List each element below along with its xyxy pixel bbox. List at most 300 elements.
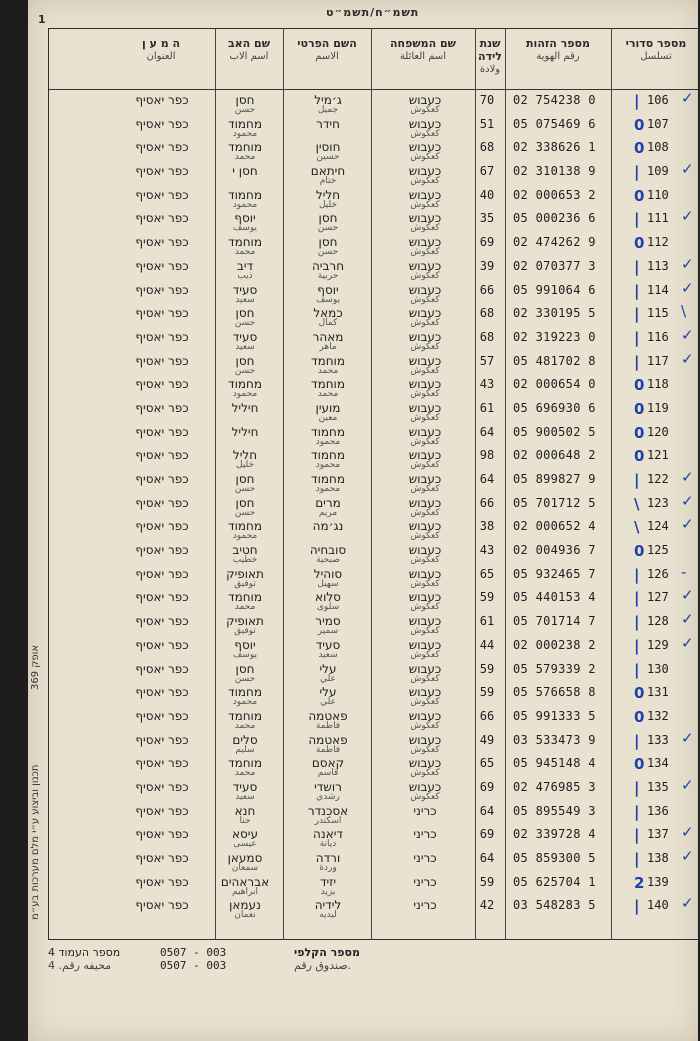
id-number-cell: 05 991333 5 xyxy=(513,708,596,723)
family-name-cell: כעבוש كعكوش xyxy=(408,93,442,115)
serial-cell: 126 xyxy=(647,566,669,581)
birth-year-cell: 51 xyxy=(479,116,495,131)
father-name-cell: סעיד سعيد xyxy=(232,282,258,305)
id-number-cell: 05 859300 5 xyxy=(513,851,596,865)
birth-year-cell: 64 xyxy=(479,472,495,486)
volume-number: 0507 - 003 xyxy=(160,946,227,959)
address-cell: כפר יאסיף xyxy=(135,116,189,131)
father-name-cell: חטיב خطيب xyxy=(232,543,258,566)
serial-cell: 121 xyxy=(647,448,669,463)
birth-year-cell: 98 xyxy=(479,448,495,463)
table-row xyxy=(49,562,699,589)
handwritten-mark: 0 xyxy=(634,376,645,395)
id-number-cell: 05 991064 6 xyxy=(513,282,596,297)
table-row xyxy=(49,588,699,612)
address-cell: כפר יאסיף xyxy=(135,543,189,558)
check-mark-icon: ✓ xyxy=(681,515,694,534)
father-name-cell: חסן حسن xyxy=(234,353,256,376)
first-name-cell: חיתאם ختام xyxy=(310,164,346,187)
serial-cell: 128 xyxy=(647,614,669,629)
birth-year-cell: 35 xyxy=(479,211,495,226)
serial-cell: 122 xyxy=(647,472,669,486)
serial-cell: 130 xyxy=(647,661,669,676)
father-name-cell: חסן حسن xyxy=(234,495,256,518)
col-address-header: ה מ ע ן العنوان xyxy=(141,37,181,62)
address-cell: כפר יאסיף xyxy=(135,495,189,510)
id-number-cell: 05 075469 6 xyxy=(513,116,596,131)
serial-cell: 136 xyxy=(647,803,669,818)
address-cell: כפר יאסיף xyxy=(135,235,189,250)
id-number-cell: 05 000236 6 xyxy=(513,211,596,226)
id-number-cell: 02 338626 1 xyxy=(513,140,596,155)
father-name-cell: אבראהים ابراهيم xyxy=(220,874,270,897)
first-name-cell: סלוא سلوى xyxy=(315,590,341,613)
first-name-cell: חסן حسن xyxy=(317,211,339,234)
table-row xyxy=(49,278,699,305)
father-name-cell: מוחמד محمد xyxy=(228,708,262,731)
check-mark-icon: \ xyxy=(681,302,687,321)
id-number-cell: 02 474262 9 xyxy=(513,235,596,250)
id-number-cell: 02 476985 3 xyxy=(513,779,596,794)
serial-cell: 132 xyxy=(647,708,669,723)
serial-cell: 125 xyxy=(647,543,669,558)
father-name-cell: מחמוד محمود xyxy=(228,187,262,210)
first-name-cell: מוחמד محمد xyxy=(311,353,345,376)
address-cell: כפר יאסיף xyxy=(135,566,189,581)
address-cell: כפר יאסיף xyxy=(135,258,189,273)
family-name-cell: כעבוש كعكوش xyxy=(408,164,442,187)
col-birth-year-header: שנת לידה ولادة xyxy=(478,37,502,75)
address-cell: כפר יאסיף xyxy=(135,424,189,439)
father-name-cell: יוסף يوسف xyxy=(232,637,257,660)
father-name-cell: תאופיק توفيق xyxy=(226,566,264,589)
family-name-cell: כעבוש كعكوش xyxy=(408,519,442,542)
father-name-cell: חסן י xyxy=(232,164,258,179)
table-row xyxy=(49,683,699,707)
table-row xyxy=(49,91,699,115)
father-name-cell: חנא حنا xyxy=(234,803,256,826)
serial-cell: 109 xyxy=(647,164,669,179)
first-name-cell: חוסין حسين xyxy=(315,140,341,163)
id-number-cell: 02 000653 2 xyxy=(513,187,596,202)
handwritten-mark: 0 xyxy=(634,234,645,253)
first-name-cell: ג׳מיל جميل xyxy=(314,93,342,115)
handwritten-mark: | xyxy=(634,92,640,110)
birth-year-cell: 61 xyxy=(479,400,495,415)
col-family-name-header: שם המשפחה اسم العائلة xyxy=(389,37,457,62)
address-cell: כפר יאסיף xyxy=(135,614,189,629)
side-text-2: תכנון וביצוע ע״י מלם מערכות בע״מ xyxy=(30,764,41,920)
check-mark-icon: ✓ xyxy=(681,278,694,297)
first-name-cell: מאהר ماهر xyxy=(312,329,344,352)
first-name-cell: חרביה حربية xyxy=(311,258,345,281)
father-name-cell: מוחמד محمد xyxy=(228,235,262,258)
id-number-cell: 02 319223 0 xyxy=(513,329,596,344)
address-cell: כפר יאסיף xyxy=(135,448,189,463)
col-first-name-header: השם הפרטי الاسم xyxy=(297,37,357,62)
family-name-cell: כעבוש كعكوش xyxy=(408,258,442,281)
handwritten-mark: 0 xyxy=(634,115,645,134)
serial-cell: 140 xyxy=(647,898,669,913)
first-name-cell: לידיה ليديه xyxy=(314,898,342,921)
table-row xyxy=(49,517,699,541)
serial-cell: 133 xyxy=(647,732,669,747)
handwritten-mark: 0 xyxy=(634,447,645,466)
birth-year-cell: 43 xyxy=(479,543,495,558)
page-footer xyxy=(48,946,700,986)
first-name-cell: נג׳מה xyxy=(312,519,344,534)
table-row xyxy=(49,209,699,233)
handwritten-mark: 0 xyxy=(634,139,645,158)
table-row xyxy=(49,233,699,257)
first-name-cell: סעיד سعيد xyxy=(315,637,341,660)
birth-year-cell: 69 xyxy=(479,235,495,250)
address-cell: כפר יאסיף xyxy=(135,637,189,652)
id-number-cell: 02 339728 4 xyxy=(513,827,596,842)
check-mark-icon: ✓ xyxy=(681,728,694,747)
handwritten-mark: 0 xyxy=(634,399,645,418)
birth-year-cell: 68 xyxy=(479,140,495,155)
check-mark-icon: ✓ xyxy=(681,847,694,865)
serial-cell: 131 xyxy=(647,685,669,700)
birth-year-cell: 39 xyxy=(479,258,495,273)
family-name-cell: כעבוש كعكوش xyxy=(408,377,442,400)
handwritten-mark: | xyxy=(634,328,640,347)
father-name-cell: דיב ذيب xyxy=(236,258,254,281)
first-name-cell: חידר xyxy=(316,116,340,131)
handwritten-mark: | xyxy=(634,305,640,324)
father-name-cell: סעיד سعيد xyxy=(232,329,258,352)
family-name-cell: כעבוש كعكوش xyxy=(408,661,442,684)
address-cell: כפר יאסיף xyxy=(135,756,189,771)
handwritten-mark: \ xyxy=(634,518,640,537)
family-name-cell: כעבוש كعكوش xyxy=(408,566,442,589)
table-row xyxy=(49,728,699,755)
family-name-cell: כריני xyxy=(413,827,437,842)
birth-year-cell: 49 xyxy=(479,732,495,747)
family-name-cell: כריני xyxy=(413,803,437,818)
side-margin-text xyxy=(26,600,46,980)
family-name-cell: כעבוש كعكوش xyxy=(408,306,442,329)
address-cell: כפר יאסיף xyxy=(135,779,189,794)
address-cell: כפר יאסיף xyxy=(135,306,189,321)
table-row xyxy=(49,896,699,920)
family-name-cell: כעבוש كعكوش xyxy=(408,543,442,566)
serial-cell: 111 xyxy=(647,211,669,226)
serial-cell: 112 xyxy=(647,235,669,250)
first-name-cell: עלי علي xyxy=(319,685,337,708)
address-cell: כפר יאסיף xyxy=(135,827,189,842)
address-cell: כפר יאסיף xyxy=(135,400,189,415)
serial-cell: 115 xyxy=(647,306,669,321)
table-row xyxy=(49,754,699,778)
birth-year-cell: 66 xyxy=(479,708,495,723)
birth-year-cell: 66 xyxy=(479,282,495,297)
first-name-cell: יוסף يوسف xyxy=(315,282,340,305)
birth-year-cell: 68 xyxy=(479,306,495,321)
handwritten-mark: | xyxy=(634,163,640,182)
birth-year-cell: 64 xyxy=(479,424,495,439)
page-number-label: מספר העמוד 4 xyxy=(48,946,121,959)
serial-cell: 135 xyxy=(647,779,669,794)
id-number-cell: 05 701714 7 xyxy=(513,614,596,629)
handwritten-mark: | xyxy=(634,802,640,821)
family-name-cell: כעבוש كعكوش xyxy=(408,448,442,471)
address-cell: כפר יאסיף xyxy=(135,590,189,605)
table-row xyxy=(49,349,699,376)
first-name-cell: יזיד يزيد xyxy=(319,874,337,897)
serial-cell: 124 xyxy=(647,519,669,534)
ballot-box-label: מספר הקלפי xyxy=(294,946,360,959)
id-number-cell: 03 533473 9 xyxy=(513,732,596,747)
father-name-cell: חיליל xyxy=(231,400,259,415)
birth-year-cell: 42 xyxy=(479,898,495,913)
handwritten-mark: | xyxy=(634,636,640,655)
serial-cell: 119 xyxy=(647,400,669,415)
family-name-cell: כעבוש كعكوش xyxy=(408,685,442,708)
header-divider xyxy=(49,89,699,90)
handwritten-mark: 0 xyxy=(634,542,645,561)
address-cell: כפר יאסיף xyxy=(135,353,189,368)
handwritten-mark: | xyxy=(634,210,640,229)
table-row xyxy=(49,873,699,897)
first-name-cell: אסכנדר اسكندر xyxy=(307,803,349,826)
check-mark-icon: ✓ xyxy=(681,254,694,273)
check-mark-icon: ✓ xyxy=(681,468,694,486)
handwritten-mark: | xyxy=(634,589,640,608)
handwritten-mark: | xyxy=(634,613,640,632)
table-row xyxy=(49,325,699,352)
handwritten-mark: | xyxy=(634,778,640,797)
ballot-box-label-ar: صندوق رقم. xyxy=(294,959,352,972)
father-name-cell: מחמוד محمود xyxy=(228,519,262,542)
serial-cell: 110 xyxy=(647,187,669,202)
table-row xyxy=(49,138,699,162)
father-name-cell: מוחמד محمد xyxy=(228,140,262,163)
id-number-cell: 05 900502 5 xyxy=(513,424,596,439)
family-name-cell: כעבוש كعكوش xyxy=(408,756,442,779)
serial-cell: 139 xyxy=(647,874,669,889)
address-cell: כפר יאסיף xyxy=(135,803,189,818)
family-name-cell: כעבוש كعكوش xyxy=(408,116,442,139)
handwritten-mark: | xyxy=(634,660,640,679)
volume-number-2: 0507 - 003 xyxy=(160,959,227,972)
father-name-cell: מחמוד محمود xyxy=(228,116,262,139)
serial-cell: 118 xyxy=(647,377,669,392)
table-row xyxy=(49,612,699,636)
first-name-cell: פאטמה فاطمة xyxy=(308,708,348,731)
handwritten-mark: | xyxy=(634,257,640,276)
id-number-cell: 02 070377 3 xyxy=(513,258,596,273)
serial-cell: 106 xyxy=(647,93,669,107)
id-number-cell: 02 310138 9 xyxy=(513,164,596,179)
check-mark-icon: ✓ xyxy=(681,160,694,179)
table-row xyxy=(49,115,699,139)
table-row xyxy=(49,470,699,494)
family-name-cell: כעבוש كعكوش xyxy=(408,329,442,352)
id-number-cell: 05 579339 2 xyxy=(513,661,596,676)
serial-cell: 137 xyxy=(647,827,669,842)
table-row xyxy=(49,633,699,660)
father-name-cell: חסן حسن xyxy=(234,306,256,329)
handwritten-mark: | xyxy=(634,897,640,916)
table-row xyxy=(49,491,699,518)
check-mark-icon: ✓ xyxy=(681,586,694,605)
check-mark-icon: ✓ xyxy=(681,610,694,629)
birth-year-cell: 40 xyxy=(479,187,495,202)
first-name-cell: פאטמה فاطمة xyxy=(308,732,348,755)
handwritten-mark: 0 xyxy=(634,684,645,703)
address-cell: כפר יאסיף xyxy=(135,140,189,155)
birth-year-cell: 68 xyxy=(479,329,495,344)
serial-cell: 129 xyxy=(647,637,669,652)
address-cell: כפר יאסיף xyxy=(135,282,189,297)
father-name-cell: מוחמד محمد xyxy=(228,756,262,779)
table-row xyxy=(49,775,699,802)
address-cell: כפר יאסיף xyxy=(135,211,189,226)
first-name-cell: מחמוד محمود xyxy=(311,424,345,447)
address-cell: כפר יאסיף xyxy=(135,164,189,179)
father-name-cell: חסן حسن xyxy=(234,93,256,115)
id-number-cell: 02 000654 0 xyxy=(513,377,596,392)
table-row xyxy=(49,304,699,328)
table-body xyxy=(49,91,699,920)
id-number-cell: 05 696930 6 xyxy=(513,400,596,415)
ledger-page xyxy=(28,0,698,1041)
voter-table xyxy=(48,28,700,940)
birth-year-cell: 65 xyxy=(479,566,495,581)
table-row xyxy=(49,186,699,210)
first-name-cell: מוחמד محمد xyxy=(311,377,345,400)
family-name-cell: כעבוש كعكوش xyxy=(408,400,442,423)
table-row xyxy=(49,399,699,423)
id-number-cell: 02 000648 2 xyxy=(513,448,596,463)
father-name-cell: תאופיק توفيق xyxy=(226,614,264,637)
handwritten-mark: | xyxy=(634,850,640,868)
handwritten-mark: \ xyxy=(634,494,640,513)
table-row xyxy=(49,541,699,565)
first-name-cell: רושדי رشدي xyxy=(314,779,342,802)
family-name-cell: כעבוש كعكوش xyxy=(408,590,442,613)
birth-year-cell: 69 xyxy=(479,779,495,794)
father-name-cell: סעיד سعيد xyxy=(232,779,258,802)
serial-cell: 117 xyxy=(647,353,669,368)
handwritten-mark: | xyxy=(634,565,640,584)
serial-cell: 113 xyxy=(647,258,669,273)
id-number-cell: 02 004936 7 xyxy=(513,543,596,558)
check-mark-icon: - xyxy=(681,562,687,581)
col-father-header: שם האב اسم الاب xyxy=(227,37,271,62)
table-row xyxy=(49,254,699,281)
address-cell: כפר יאסיף xyxy=(135,898,189,913)
family-name-cell: כריני xyxy=(413,851,437,865)
id-number-cell: 05 625704 1 xyxy=(513,874,596,889)
id-number-cell: 05 932465 7 xyxy=(513,566,596,581)
table-row xyxy=(49,707,699,731)
id-number-cell: 05 576658 8 xyxy=(513,685,596,700)
birth-year-cell: 64 xyxy=(479,803,495,818)
birth-year-cell: 64 xyxy=(479,851,495,865)
handwritten-mark: 0 xyxy=(634,707,645,726)
id-number-cell: 03 548283 5 xyxy=(513,898,596,913)
family-name-cell: כריני xyxy=(413,874,437,889)
handwritten-mark: 0 xyxy=(634,755,645,774)
table-row xyxy=(49,375,699,399)
father-name-cell: יוסף يوسف xyxy=(232,211,257,234)
address-cell: כפר יאסיף xyxy=(135,874,189,889)
check-mark-icon: ✓ xyxy=(681,823,694,842)
serial-cell: 116 xyxy=(647,329,669,344)
family-name-cell: כעבוש كعكوش xyxy=(408,637,442,660)
handwritten-mark: | xyxy=(634,352,640,371)
table-row xyxy=(49,849,699,873)
birth-year-cell: 59 xyxy=(479,590,495,605)
birth-year-cell: 59 xyxy=(479,661,495,676)
page-number-label-ar: محيفه رقم. 4 xyxy=(48,959,112,972)
birth-year-cell: 65 xyxy=(479,756,495,771)
family-name-cell: כעבוש كعكوش xyxy=(408,353,442,376)
father-name-cell: סלים سليم xyxy=(232,732,258,755)
birth-year-cell: 44 xyxy=(479,637,495,652)
birth-year-cell: 69 xyxy=(479,827,495,842)
serial-cell: 134 xyxy=(647,756,669,771)
address-cell: כפר יאסיף xyxy=(135,708,189,723)
first-name-cell: חליל خليل xyxy=(315,187,341,210)
first-name-cell: חסן حسن xyxy=(317,235,339,258)
father-name-cell: סמעאן سمعان xyxy=(227,851,263,873)
id-number-cell: 05 945148 4 xyxy=(513,756,596,771)
id-number-cell: 05 895549 3 xyxy=(513,803,596,818)
table-row xyxy=(49,446,699,470)
birth-year-cell: 59 xyxy=(479,685,495,700)
col-id-number-header: מספר הזהות رقم الهوية xyxy=(526,37,590,62)
first-name-cell: סמיר سمير xyxy=(315,614,341,637)
check-mark-icon: ✓ xyxy=(681,89,694,107)
serial-cell: 108 xyxy=(647,140,669,155)
serial-cell: 127 xyxy=(647,590,669,605)
header-date: תשמ״ח/תשמ״ט xyxy=(326,6,420,19)
serial-cell: 114 xyxy=(647,282,669,297)
address-cell: כפר יאסיף xyxy=(135,851,189,865)
table-row xyxy=(49,162,699,186)
address-cell: כפר יאסיף xyxy=(135,187,189,202)
address-cell: כפר יאסיף xyxy=(135,377,189,392)
table-row xyxy=(49,423,699,447)
address-cell: כפר יאסיף xyxy=(135,519,189,534)
father-name-cell: חסן حسن xyxy=(234,661,256,684)
family-name-cell: כעבוש كعكوش xyxy=(408,235,442,258)
id-number-cell: 02 754238 0 xyxy=(513,93,596,107)
serial-cell: 120 xyxy=(647,424,669,439)
family-name-cell: כעבוש كعكوش xyxy=(408,732,442,755)
father-name-cell: חסן حسن xyxy=(234,472,256,494)
handwritten-mark: 2 xyxy=(634,873,645,892)
address-cell: כפר יאסיף xyxy=(135,472,189,486)
first-name-cell: דיאנה ديانة xyxy=(313,827,343,850)
family-name-cell: כעבוש كعكوش xyxy=(408,140,442,163)
col-serial-header: מספר סדורי تسلسل xyxy=(625,37,687,62)
father-name-cell: מחמוד محمود xyxy=(228,377,262,400)
first-name-cell: מחמוד محمود xyxy=(311,472,345,494)
handwritten-mark: | xyxy=(634,281,640,300)
id-number-cell: 02 000238 2 xyxy=(513,637,596,652)
id-number-cell: 02 330195 5 xyxy=(513,306,596,321)
first-name-cell: סוהיל سهيل xyxy=(313,566,343,589)
check-mark-icon: ✓ xyxy=(681,775,694,794)
check-mark-icon: ✓ xyxy=(681,207,694,226)
first-name-cell: מועין معين xyxy=(315,400,341,423)
family-name-cell: כריני xyxy=(413,898,437,913)
